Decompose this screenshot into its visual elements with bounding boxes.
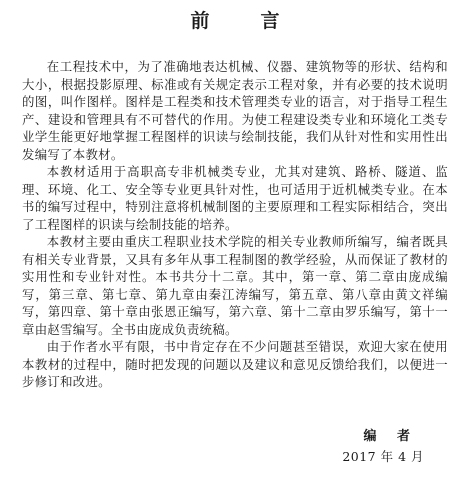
document-page — [22, 0, 448, 491]
paragraph-1: 在工程技术中，为了准确地表达机械、仪器、建筑物等的形状、结构和大小，根据投影原理、标准或有关规定表示工程对象，并有必要的技术说明的图，叫作图样。图样是工程类和技术管理类专业的语言，对于指导工程生产、建设和管理具有不可替代的作用。为使工程建设类专业和环境化工类专业学生能更好地掌握工程图样的识读与绘制技能，我们从针对性和实用性出发编写了本教材。 — [22, 59, 448, 162]
paragraph-4: 由于作者水平有限，书中肯定存在不少问题甚至错误，欢迎大家在使用本教材的过程中，随时把发现的问题以及建议和意见反馈给我们，以便进一步修订和改进。 — [22, 339, 448, 389]
paragraph-2: 本教材适用于高职高专非机械类专业，尤其对建筑、路桥、隧道、监理、环境、化工、安全等专业更具针对性，也可适用于近机械类专业。在本书的编写过程中，特别注意将机械制图的主要原理和工程实际相结合，突出了工程图样的识读与绘制技能的培养。 — [22, 164, 448, 232]
preface-body — [22, 58, 448, 391]
page-title: 前 言 — [190, 10, 296, 32]
paragraph-3: 本教材主要由重庆工程职业技术学院的相关专业教师所编写，编者既具有相关专业背景，又具有多年从事工程制图的教学经验，从而保证了教材的实用性和专业针对性。本书共分十二章。其中，第一章、第二章由庞成编写，第三章、第七章、第九章由秦江涛编写，第五章、第八章由黄文祥编写，第四章、第十章由张恩正编写，第六章、第十二章由罗乐编写，第十一章由赵雪编写。全书由庞成负责统稿。 — [22, 234, 448, 337]
date-line: 2017 年 4 月 — [342, 449, 424, 464]
author-signature: 编 者 — [363, 429, 418, 444]
